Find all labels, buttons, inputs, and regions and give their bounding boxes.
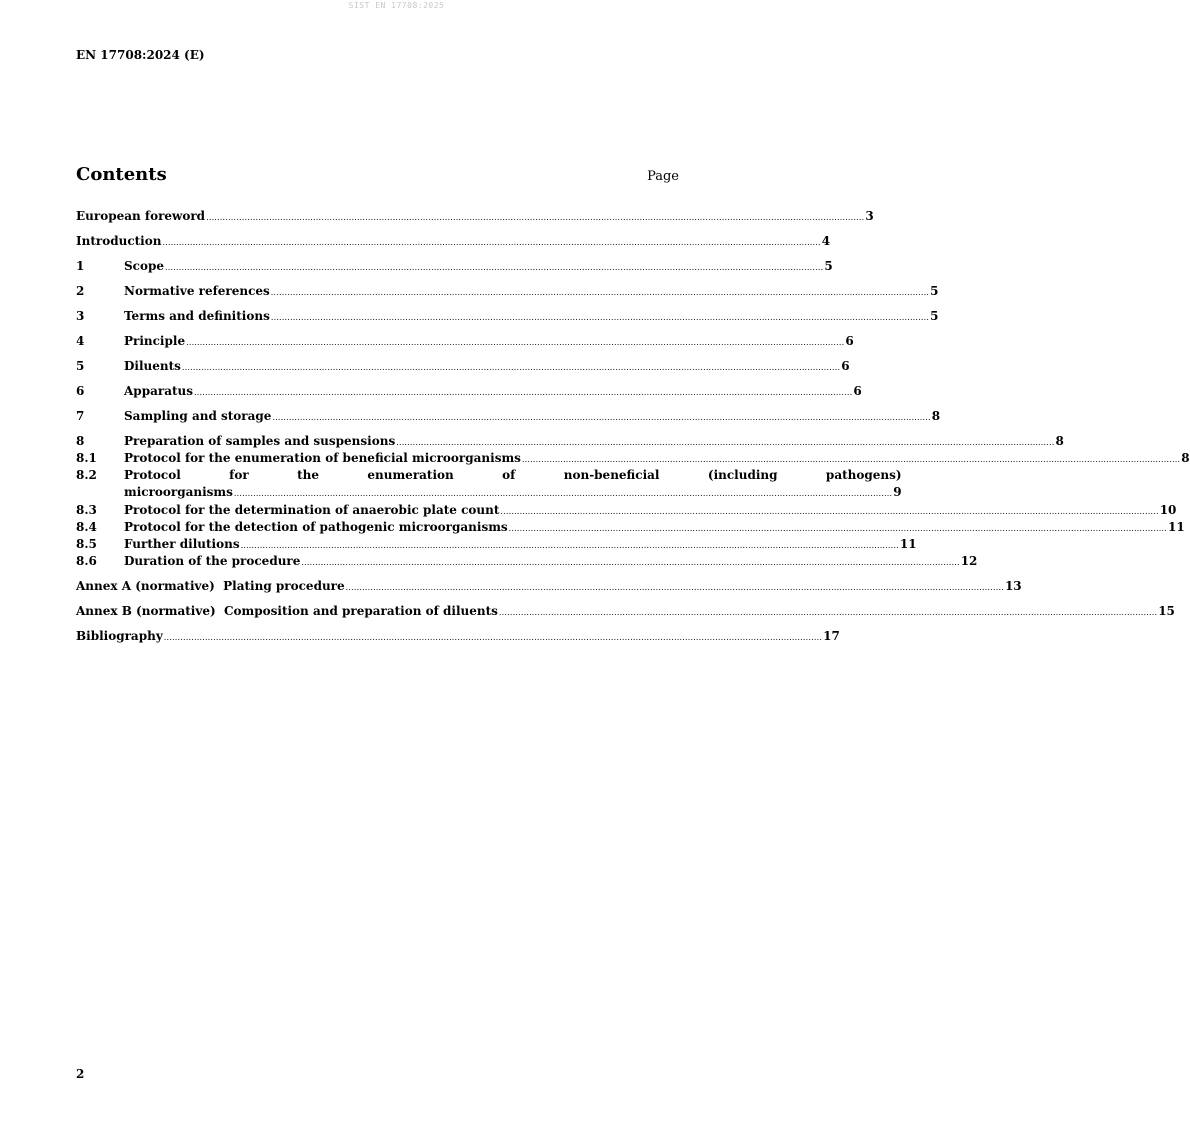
toc-entry-introduction[interactable] [76, 233, 831, 250]
toc-entry-number: 4 [76, 334, 85, 348]
dot-leader [500, 503, 1158, 520]
toc-entry-page: 12 [960, 554, 978, 568]
toc-entry-terms-and-definitions[interactable] [76, 308, 939, 325]
toc-entry-title: Annex B (normative) Composition and preparation of diluents [76, 604, 498, 618]
watermark: SIST EN 17708:2025 [348, 1, 445, 10]
dot-leader [509, 520, 1167, 537]
toc-entry-title: Annex A (normative) Plating procedure [76, 579, 345, 593]
page-number: 2 [76, 1067, 85, 1081]
dot-leader [206, 209, 864, 226]
toc-entry-number: 8.4 [76, 520, 97, 534]
toc-entry-title: European foreword [76, 209, 206, 223]
toc-entry-8-5[interactable] [76, 536, 917, 553]
toc-entry-number: 8.6 [76, 554, 97, 568]
toc-entry-title-line1: Protocol for the enumeration of non-beneficial (including pathogens) [124, 468, 902, 482]
toc-entry-bibliography[interactable] [76, 628, 840, 645]
dot-leader [234, 485, 892, 502]
toc-entry-number: 1 [76, 259, 85, 273]
toc-entry-normative-references[interactable] [76, 283, 939, 300]
toc-entry-page: 10 [1159, 503, 1177, 517]
toc-entry-title-line2-row [124, 484, 902, 502]
toc-entry-number: 5 [76, 359, 85, 373]
toc-entry-principle[interactable] [76, 333, 854, 350]
toc-entry-page: 9 [893, 485, 902, 499]
toc-entry-title: Principle [124, 334, 186, 348]
toc-entry-body [124, 467, 902, 502]
dot-leader [271, 284, 929, 301]
toc-entry-title-line2: microorganisms [124, 485, 233, 499]
toc-entry-title: Sampling and storage [124, 409, 272, 423]
toc-entry-number: 2 [76, 284, 85, 298]
toc-entry-foreword[interactable] [76, 208, 874, 225]
toc-entry-apparatus[interactable] [76, 383, 862, 400]
toc-entry-page: 15 [1158, 604, 1175, 618]
toc-entry-diluents[interactable] [76, 358, 850, 375]
toc-entry-title: Scope [124, 259, 165, 273]
toc-entry-page: 11 [1167, 520, 1185, 534]
toc-entry-title: Bibliography [76, 629, 163, 643]
dot-leader [522, 451, 1180, 468]
toc-entry-8-6[interactable] [76, 553, 978, 570]
toc-entry-page: 5 [930, 309, 939, 323]
toc-entry-number: 7 [76, 409, 85, 423]
contents-title: Contents [76, 164, 167, 185]
toc-entry-page: 6 [853, 384, 862, 398]
toc-entry-page: 8 [1181, 451, 1190, 465]
dot-leader [271, 309, 929, 326]
dot-leader [241, 537, 899, 554]
toc-entry-page: 3 [865, 209, 874, 223]
toc-entry-title: Apparatus [124, 384, 193, 398]
dot-leader [186, 334, 844, 351]
toc-entry-scope[interactable] [76, 258, 833, 275]
toc-entry-page: 5 [824, 259, 833, 273]
toc-entry-number: 8.3 [76, 503, 97, 517]
toc-entry-number: 3 [76, 309, 85, 323]
toc-entry-page: 8 [1055, 434, 1064, 448]
toc-entry-title: Protocol for the detection of pathogenic microorganisms [124, 520, 508, 534]
toc-entry-title: Introduction [76, 234, 162, 248]
dot-leader [194, 384, 852, 401]
toc-entry-page: 17 [823, 629, 840, 643]
table-of-contents [76, 208, 1190, 645]
toc-entry-number: 8.2 [76, 468, 97, 482]
toc-entry-page: 8 [931, 409, 941, 423]
toc-entry-8-3[interactable] [76, 502, 1177, 519]
dot-leader [182, 359, 840, 376]
toc-entry-page: 11 [899, 537, 917, 551]
toc-entry-sampling-and-storage[interactable] [76, 408, 941, 425]
toc-entry-page: 4 [821, 234, 831, 248]
dot-leader [346, 579, 1004, 596]
toc-entry-title: Protocol for the enumeration of beneficial microorganisms [124, 451, 521, 465]
toc-entry-page: 13 [1004, 579, 1022, 593]
toc-entry-page: 6 [841, 359, 850, 373]
dot-leader [301, 554, 959, 571]
toc-entry-number: 8.5 [76, 537, 97, 551]
toc-entry-title: Protocol for the determination of anaerobic plate count [124, 503, 500, 517]
toc-entry-number: 8 [76, 434, 85, 448]
toc-entry-8-4[interactable] [76, 519, 1185, 536]
toc-entry-title: Further dilutions [124, 537, 240, 551]
dot-leader [272, 409, 930, 426]
toc-entry-8-2[interactable] [76, 467, 902, 502]
toc-entry-8-1[interactable] [76, 450, 1190, 467]
toc-entry-title: Preparation of samples and suspensions [124, 434, 396, 448]
dot-leader [396, 434, 1054, 451]
toc-entry-title: Terms and definitions [124, 309, 270, 323]
dot-leader [499, 604, 1157, 621]
toc-entry-annex-a[interactable] [76, 578, 1022, 595]
toc-entry-page: 6 [845, 334, 854, 348]
page-column-label: Page [647, 169, 679, 184]
dot-leader [162, 234, 820, 251]
toc-entry-number: 8.1 [76, 451, 97, 465]
toc-entry-annex-b[interactable] [76, 603, 1175, 620]
dot-leader [165, 259, 823, 276]
toc-entry-title: Diluents [124, 359, 181, 373]
dot-leader [164, 629, 822, 646]
toc-entry-title: Normative references [124, 284, 270, 298]
toc-entry-number: 6 [76, 384, 85, 398]
document-id: EN 17708:2024 (E) [76, 48, 205, 62]
toc-entry-preparation[interactable] [76, 433, 1064, 450]
toc-entry-title: Duration of the procedure [124, 554, 301, 568]
toc-entry-page: 5 [930, 284, 939, 298]
